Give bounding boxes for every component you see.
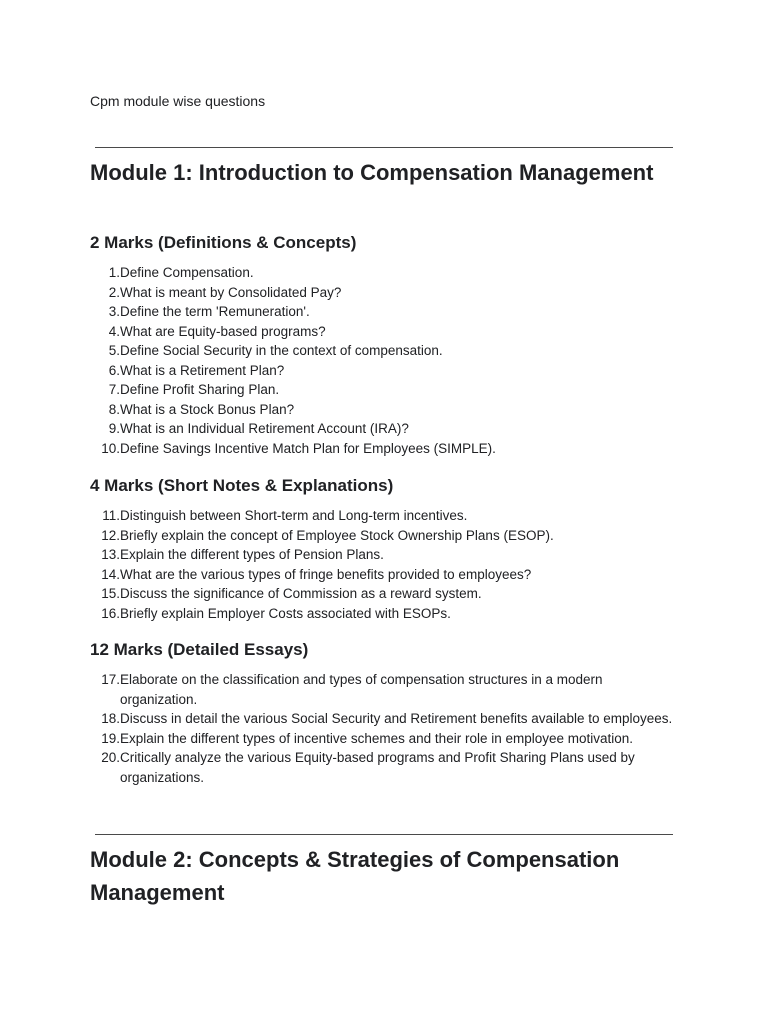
question-list-12-marks: [90, 670, 680, 787]
list-item: [90, 380, 680, 400]
question-text: What are the various types of fringe benefits provided to employees?: [120, 566, 532, 582]
question-number: 6.: [108, 362, 120, 378]
horizontal-divider: [95, 834, 673, 835]
question-number: 16.: [101, 605, 120, 621]
list-item: [90, 729, 680, 749]
question-text: What is a Stock Bonus Plan?: [120, 401, 295, 417]
question-text: Discuss the significance of Commission as a reward system.: [120, 586, 482, 601]
section-12-marks-heading: 12 Marks (Detailed Essays): [90, 640, 309, 659]
list-item: [90, 604, 680, 624]
document-title: Cpm module wise questions: [90, 93, 266, 109]
question-number: 8.: [108, 401, 120, 417]
question-text: Explain the different types of incentive schemes and their role in employee motivation.: [120, 730, 634, 746]
question-text: Elaborate on the classification and types of compensation structures in a modern organization.: [120, 672, 603, 707]
question-text: Explain the different types of Pension Plans.: [120, 547, 384, 562]
module-2-heading: Module 2: Concepts & Strategies of Compensation Management: [90, 847, 620, 905]
question-number: 13.: [101, 547, 120, 562]
question-number: 4.: [108, 323, 120, 339]
question-text: Define Compensation.: [120, 265, 254, 280]
question-text: What are Equity-based programs?: [120, 323, 326, 339]
question-number: 11.: [102, 508, 120, 523]
list-item: [90, 283, 680, 303]
list-item: [90, 670, 680, 709]
list-item: [90, 361, 680, 381]
list-item: [90, 565, 680, 585]
list-item: [90, 439, 680, 459]
list-item: [90, 584, 680, 604]
question-number: 15.: [101, 586, 120, 601]
question-number: 18.: [101, 711, 120, 726]
horizontal-divider: [95, 147, 673, 148]
list-item: [90, 419, 680, 439]
list-item: [90, 302, 680, 322]
question-text: Define Social Security in the context of compensation.: [120, 343, 443, 358]
question-text: Define the term 'Remuneration'.: [120, 304, 310, 319]
section-2-marks-heading: 2 Marks (Definitions & Concepts): [90, 233, 357, 252]
list-item: [90, 506, 680, 526]
question-number: 2.: [108, 284, 120, 300]
list-item: [90, 748, 680, 787]
question-number: 19.: [101, 730, 120, 746]
question-number: 5.: [108, 343, 120, 358]
question-number: 3.: [108, 304, 120, 319]
question-number: 12.: [101, 527, 120, 543]
question-text: Briefly explain the concept of Employee Stock Ownership Plans (ESOP).: [120, 527, 554, 543]
question-list-2-marks: [90, 263, 680, 458]
list-item: [90, 322, 680, 342]
question-text: What is meant by Consolidated Pay?: [120, 284, 342, 300]
list-item: [90, 341, 680, 361]
question-number: 9.: [108, 421, 120, 436]
question-number: 20.: [101, 750, 120, 765]
list-item: [90, 526, 680, 546]
question-text: Define Savings Incentive Match Plan for Employees (SIMPLE).: [120, 440, 496, 456]
list-item: [90, 400, 680, 420]
question-text: Distinguish between Short-term and Long-term incentives.: [120, 508, 468, 523]
section-4-marks-heading: 4 Marks (Short Notes & Explanations): [90, 476, 394, 495]
question-number: 14.: [101, 566, 120, 582]
question-text: Define Profit Sharing Plan.: [120, 382, 280, 397]
question-number: 7.: [108, 382, 120, 397]
list-item: [90, 545, 680, 565]
list-item: [90, 709, 680, 729]
question-number: 17.: [101, 672, 120, 687]
question-number: 10.: [101, 440, 120, 456]
question-text: What is a Retirement Plan?: [120, 362, 285, 378]
module-1-heading: Module 1: Introduction to Compensation Management: [90, 160, 654, 185]
question-text: What is an Individual Retirement Account (IRA)?: [120, 421, 409, 436]
question-number: 1.: [108, 265, 120, 280]
question-text: Briefly explain Employer Costs associated with ESOPs.: [120, 605, 451, 621]
question-text: Discuss in detail the various Social Security and Retirement benefits available to employees.: [120, 711, 673, 726]
question-list-4-marks: [90, 506, 680, 623]
list-item: [90, 263, 680, 283]
question-text: Critically analyze the various Equity-based programs and Profit Sharing Plans used by organizations.: [120, 750, 635, 785]
